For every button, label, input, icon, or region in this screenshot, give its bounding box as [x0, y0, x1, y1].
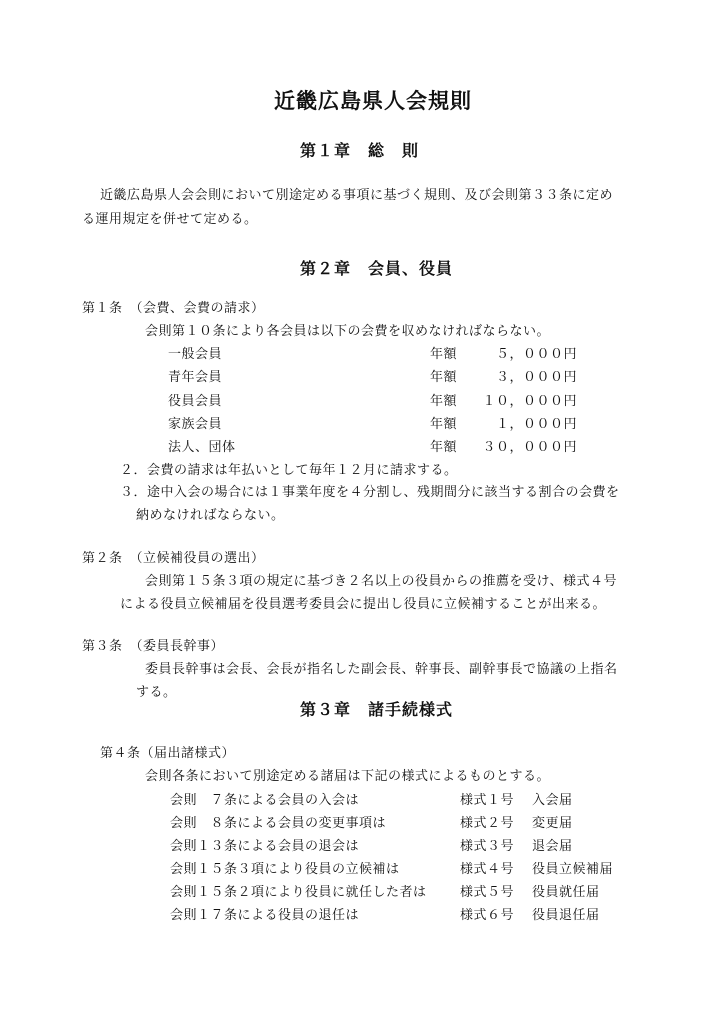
chapter-1-heading: 第１章 総 則: [300, 141, 420, 160]
fee-period: 年額: [430, 347, 458, 362]
form-number: 様式１号: [460, 793, 515, 808]
form-name: 役員立候補届: [532, 862, 614, 877]
form-number: 様式５号: [460, 885, 515, 900]
article-2-line-1: 会則第１５条３項の規定に基づき２名以上の役員からの推薦を受け、様式４号: [145, 574, 617, 589]
article-1-item-3-line-2: 納めなければならない。: [136, 508, 285, 523]
form-name: 退会届: [532, 839, 573, 854]
fee-member-type: 青年会員: [168, 370, 223, 385]
article-2-heading: 第２条 （立候補役員の選出）: [82, 551, 265, 566]
form-name: 役員退任届: [532, 908, 600, 923]
fee-member-type: 一般会員: [168, 347, 223, 362]
chapter-1-body-line-2: る運用規定を併せて定める。: [82, 212, 258, 227]
form-rule: 会則１７条による役員の退任は: [170, 908, 360, 923]
fee-member-type: 家族会員: [168, 417, 223, 432]
fee-amount: ３，０００円: [495, 370, 577, 385]
fee-amount: １，０００円: [495, 417, 577, 432]
article-1-intro: 会則第１０条により各会員は以下の会費を収めなければならない。: [145, 324, 551, 339]
fee-period: 年額: [430, 370, 458, 385]
article-3-line-2: する。: [136, 685, 177, 700]
chapter-3-heading: 第３章 諸手続様式: [300, 700, 454, 719]
article-1-item-2: ２．会費の請求は年払いとして毎年１２月に請求する。: [120, 463, 458, 478]
chapter-1-body-line-1: 近畿広島県人会会則において別途定める事項に基づく規則、及び会則第３３条に定め: [100, 188, 614, 203]
form-rule: 会則１５条３項により役員の立候補は: [170, 862, 400, 877]
article-2-line-2: による役員立候補届を役員選考委員会に提出し役員に立候補することが出来る。: [120, 597, 607, 612]
fee-period: 年額: [430, 440, 458, 455]
form-name: 変更届: [532, 816, 573, 831]
form-name: 役員就任届: [532, 885, 600, 900]
form-name: 入会届: [532, 793, 573, 808]
form-rule: 会則 ７条による会員の入会は: [170, 793, 360, 808]
document-title: 近畿広島県人会規則: [274, 89, 472, 113]
article-3-heading: 第３条 （委員長幹事）: [82, 639, 225, 654]
form-rule: 会則１５条２項により役員に就任した者は: [170, 885, 427, 900]
article-1-item-3-line-1: ３．途中入会の場合には１事業年度を４分割し、残期間分に該当する割合の会費を: [120, 485, 620, 500]
article-3-line-1: 委員長幹事は会長、会長が指名した副会長、幹事長、副幹事長で協議の上指名: [145, 662, 618, 677]
form-number: 様式６号: [460, 908, 515, 923]
fee-member-type: 法人、団体: [168, 440, 236, 455]
chapter-2-heading: 第２章 会員、役員: [300, 259, 454, 278]
fee-member-type: 役員会員: [168, 394, 223, 409]
form-rule: 会則 ８条による会員の変更事項は: [170, 816, 387, 831]
article-4-heading: 第４条（届出諸様式）: [100, 746, 236, 761]
form-number: 様式４号: [460, 862, 515, 877]
fee-amount: ５，０００円: [495, 347, 577, 362]
fee-period: 年額: [430, 417, 458, 432]
fee-amount: ３０，０００円: [482, 440, 577, 455]
fee-period: 年額: [430, 394, 458, 409]
form-rule: 会則１３条による会員の退会は: [170, 839, 360, 854]
form-number: 様式３号: [460, 839, 515, 854]
form-number: 様式２号: [460, 816, 515, 831]
article-4-intro: 会則各条において別途定める諸届は下記の様式によるものとする。: [145, 769, 551, 784]
article-1-heading: 第１条 （会費、会費の請求）: [82, 301, 265, 316]
fee-amount: １０，０００円: [482, 394, 577, 409]
